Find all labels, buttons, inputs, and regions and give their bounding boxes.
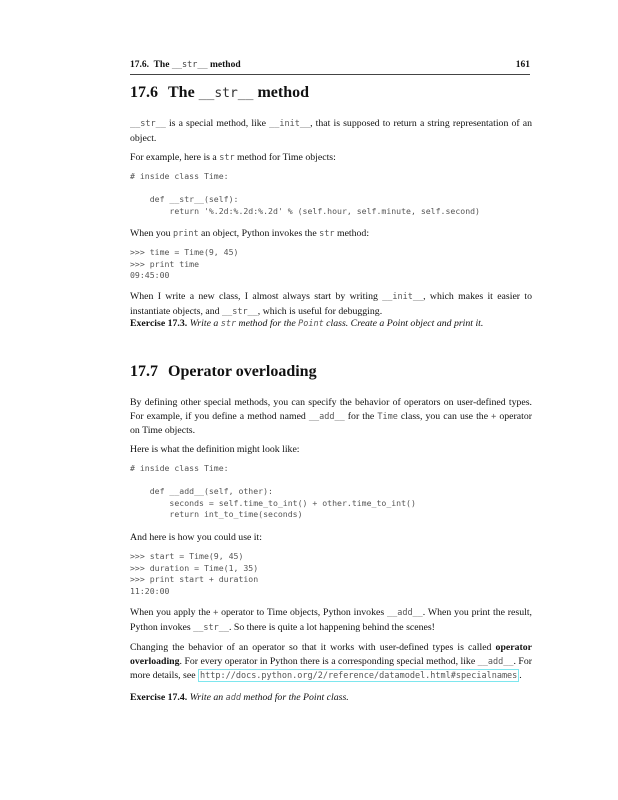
exercise-17-4: Exercise 17.4. Write an add method for the Point class. [130,692,349,703]
paragraph-str-example: For example, here is a str method for Time objects: [130,152,336,163]
paragraph-usage: And here is how you could use it: [130,532,262,543]
paragraph-str-intro: __str__ is a special method, like __init__, that is supposed to return a string representation of an object. [130,118,532,144]
running-header [130,60,530,75]
code-block-str: # inside class Time: def __str__(self): return '%.2d:%.2d:%.2d' % (self.hour, self.minute, self.second) [130,171,480,216]
paragraph-overloading-definition: Changing the behavior of an operator so that it works with user-defined types is called operator overloading. For every operator in Python there is a corresponding special method, like __add__. For more details, see http://docs.python.org/2/reference/datamodel.html#specialnames . [130,642,532,681]
section-heading-17-7: 17.7 Operator overloading [130,363,317,380]
python-docs-link[interactable]: http://docs.python.org/2/reference/datamodel.html#specialnames [200,671,518,681]
paragraph-new-class: When I write a new class, I almost always start by writing __init__, which makes it easier to instantiate objects, and __str__, which is useful for debugging. [130,291,532,317]
paragraph-print: When you print an object, Python invokes the str method: [130,228,370,239]
paragraph-operator-intro: By defining other special methods, you can specify the behavior of operators on user-defined types. For example, if you define a method named __add__ for the Time class, you can use the + operator on Time objects. [130,397,532,436]
exercise-17-3: Exercise 17.3. Write a str method for the Point class. Create a Point object and print it. [130,318,484,329]
paragraph-definition: Here is what the definition might look like: [130,444,300,455]
code-block-start-duration: >>> start = Time(9, 45) >>> duration = Time(1, 35) >>> print start + duration 11:20:00 [130,551,259,596]
code-block-add: # inside class Time: def __add__(self, other): seconds = self.time_to_int() + other.time_to_int() return int_to_time(seconds) [130,463,416,519]
header-section: 17.6. The __str__ method [130,60,241,70]
page-number: 161 [515,60,530,70]
section-heading-17-6: 17.6 The __str__ method [130,84,310,101]
paragraph-apply-plus: When you apply the + operator to Time objects, Python invokes __add__. When you print the result, Python invokes __str__. So there is quite a lot happening behind the scenes! [130,607,533,633]
code-block-print-time: >>> time = Time(9, 45) >>> print time 09:45:00 [130,247,239,280]
